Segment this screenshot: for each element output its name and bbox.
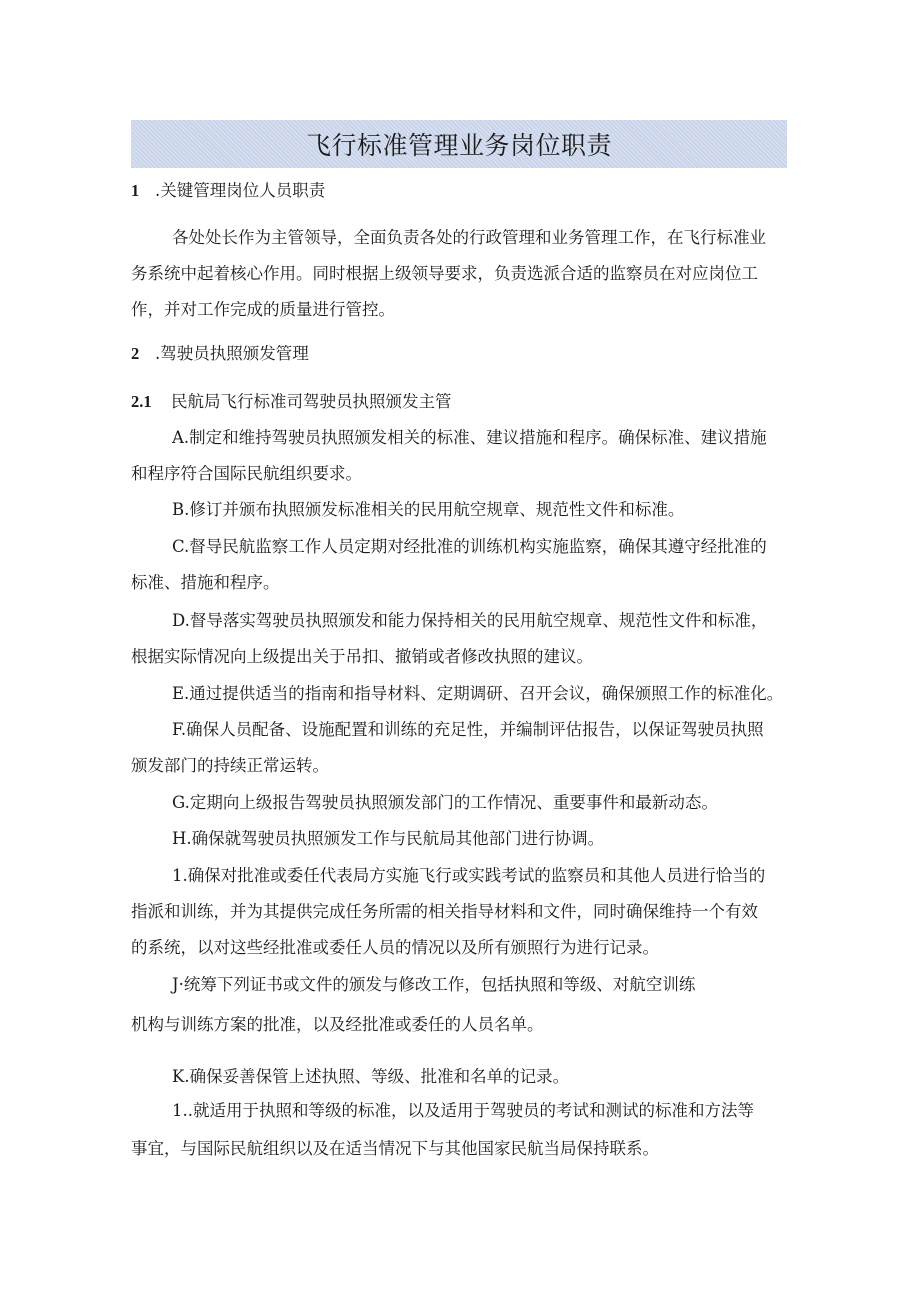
section-1-heading xyxy=(131,180,325,202)
item-d-line: D.督导落实驾驶员执照颁发和能力保持相关的民用航空规章、规范性文件和标准， xyxy=(172,611,768,630)
item-a-line: 和程序符合国际民航组织要求。 xyxy=(131,464,362,483)
item-f-line: 颁发部门的持续正常运转。 xyxy=(131,756,329,775)
item-j-line: 机构与训练方案的批准，以及经批准或委任的人员名单。 xyxy=(131,1015,544,1034)
title-banner xyxy=(131,120,787,168)
subsection-title: 民航局飞行标准司驾驶员执照颁发主管 xyxy=(171,392,452,411)
item-h-line: H.确保就驾驶员执照颁发工作与民航局其他部门进行协调。 xyxy=(172,829,605,848)
item-a-line: A.制定和维持驾驶员执照颁发相关的标准、建议措施和程序。确保标准、建议措施 xyxy=(172,428,767,447)
item-i-line: 1.确保对批准或委任代表局方实施飞行或实践考试的监察员和其他人员进行恰当的 xyxy=(172,866,766,885)
item-g-line: G.定期向上级报告驾驶员执照颁发部门的工作情况、重要事件和最新动态。 xyxy=(172,793,718,812)
item-k-line: K.确保妥善保管上述执照、等级、批准和名单的记录。 xyxy=(172,1067,570,1086)
section-2-heading xyxy=(131,343,309,365)
paragraph-line: 务系统中起着核心作用。同时根据上级领导要求，负责选派合适的监察员在对应岗位工 xyxy=(131,264,758,283)
section-title: .关键管理岗位人员职责 xyxy=(155,181,326,200)
page-title: 飞行标准管理业务岗位职责 xyxy=(305,131,612,160)
paragraph-line: 各处处长作为主管领导，全面负责各处的行政管理和业务管理工作，在飞行标准业 xyxy=(172,228,766,247)
item-f-line: F.确保人员配备、设施配置和训练的充足性，并编制评估报告，以保证驾驶员执照 xyxy=(172,720,764,739)
subsection-2-1-heading xyxy=(131,391,452,413)
section-number: 1 xyxy=(131,181,140,200)
paragraph-line: 作，并对工作完成的质量进行管控。 xyxy=(131,300,395,319)
item-c-line: 标准、措施和程序。 xyxy=(131,573,280,592)
item-i-line: 指派和训练，并为其提供完成任务所需的相关指导材料和文件，同时确保维持一个有效 xyxy=(131,902,758,921)
subsection-number: 2.1 xyxy=(131,392,152,411)
item-i-line: 的系统，以对这些经批准或委任人员的情况以及所有颁照行为进行记录。 xyxy=(131,938,659,957)
item-b-line: B.修订并颁布执照颁发标准相关的民用航空规章、规范性文件和标准。 xyxy=(172,500,685,519)
section-number: 2 xyxy=(131,344,140,363)
item-d-line: 根据实际情况向上级提出关于吊扣、撤销或者修改执照的建议。 xyxy=(131,647,593,666)
item-j-line: J·统筹下列证书或文件的颁发与修改工作，包括执照和等级、对航空训练 xyxy=(172,975,696,994)
item-l-line: 1..就适用于执照和等级的标准，以及适用于驾驶员的考试和测试的标准和方法等 xyxy=(172,1101,754,1120)
item-l-line: 事宜，与国际民航组织以及在适当情况下与其他国家民航当局保持联系。 xyxy=(131,1139,659,1158)
item-e-line: E.通过提供适当的指南和指导材料、定期调研、召开会议，确保颁照工作的标准化。 xyxy=(172,684,784,703)
section-title: .驾驶员执照颁发管理 xyxy=(155,344,309,363)
item-c-line: C.督导民航监察工作人员定期对经批准的训练机构实施监察，确保其遵守经批准的 xyxy=(172,537,767,556)
